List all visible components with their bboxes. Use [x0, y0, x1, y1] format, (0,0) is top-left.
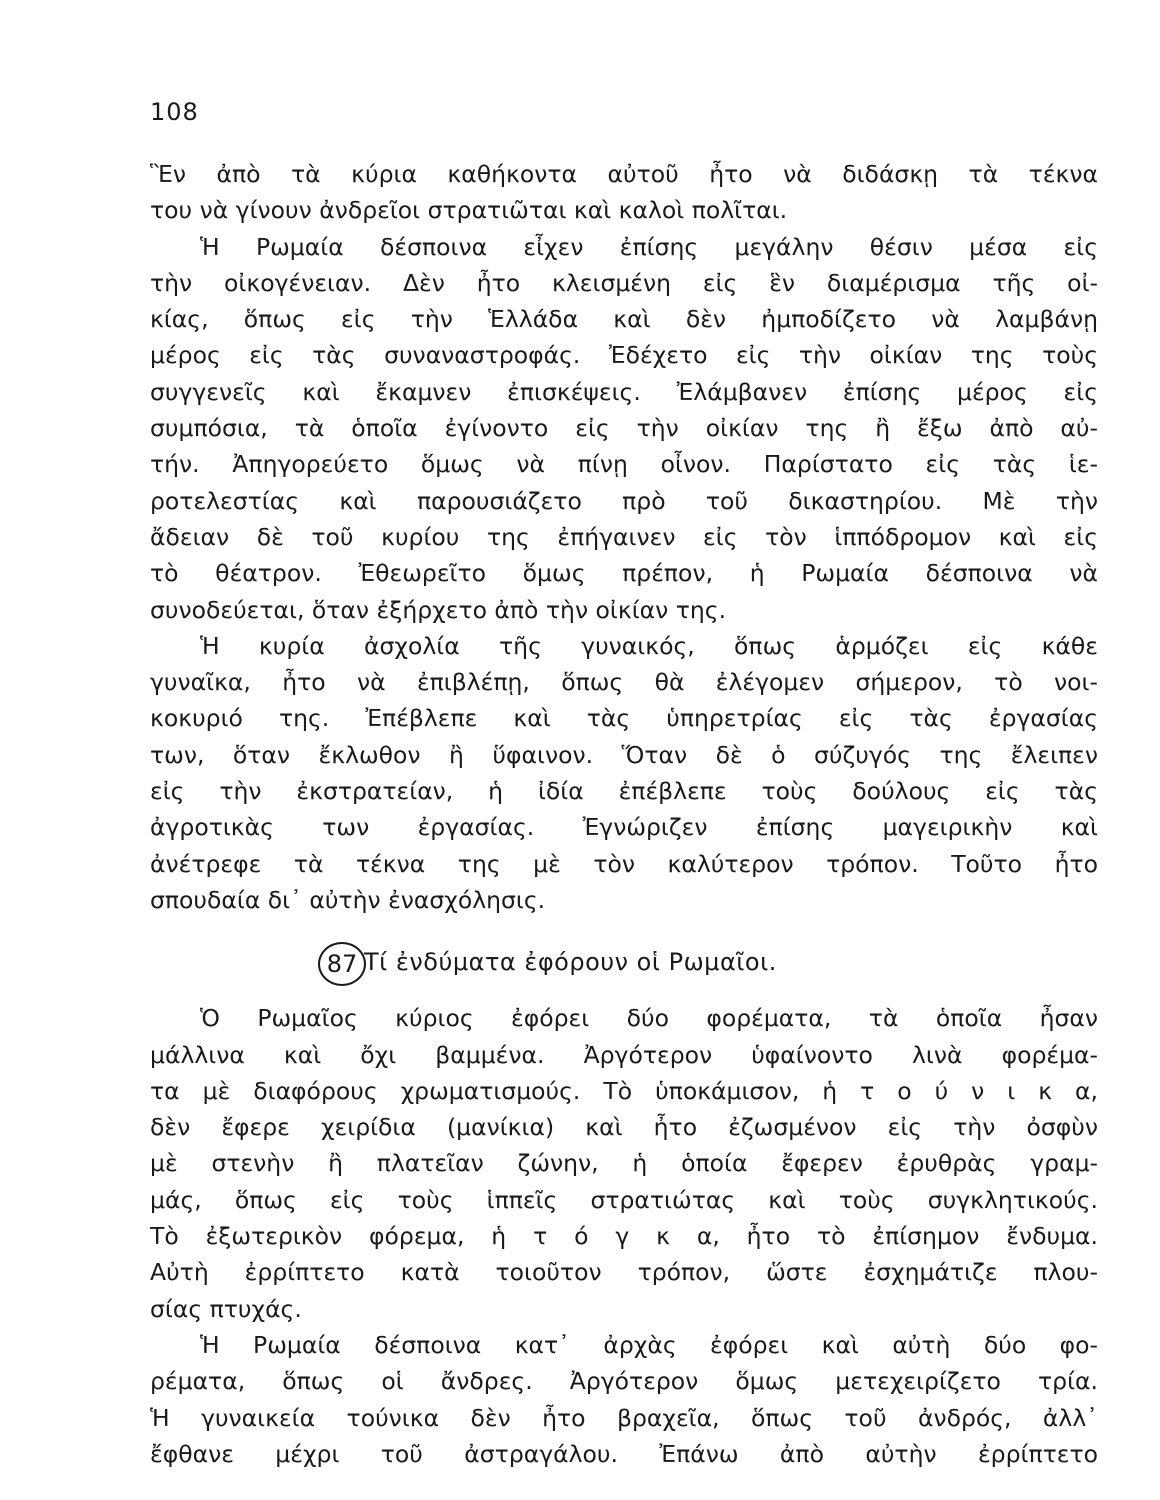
- body-text: [150, 156, 1098, 1472]
- section-heading: [150, 934, 1098, 994]
- text-line: συνοδεύεται, ὅταν ἐξήρχετο ἀπὸ τὴν οἰκίαν της.: [150, 595, 727, 624]
- text-line: Ἡ γυναικεία τούνικα δὲν ἦτο βραχεῖα, ὅπως τοῦ ἀνδρός, ἀλλ᾽: [150, 1403, 1098, 1432]
- text-section-after: [150, 1000, 1098, 1472]
- text-line: εἰς τὴν ἐκστρατείαν, ἡ ἰδία ἐπέβλεπε τοὺς δούλους εἰς τὰς: [150, 777, 1098, 806]
- text-line: σπουδαία δι᾽ αὐτὴν ἐνασχόλησις.: [150, 885, 546, 914]
- text-line: συμπόσια, τὰ ὁποῖα ἐγίνοντο εἰς τὴν οἰκίαν της ἢ ἔξω ἀπὸ αὐ-: [150, 414, 1098, 443]
- text-line: ἀγροτικὰς των ἐργασίας. Ἐγνώριζεν ἐπίσης μαγειρικὴν καὶ: [150, 813, 1098, 842]
- text-line: τὴν οἰκογένειαν. Δὲν ἦτο κλεισμένη εἰς ἓν διαμέρισμα τῆς οἰ-: [150, 268, 1098, 297]
- text-line: Ὁ Ρωμαῖος κύριος ἐφόρει δύο φορέματα, τὰ ὁποῖα ἦσαν: [200, 1004, 1098, 1033]
- text-line: των, ὅταν ἔκλωθον ἢ ὕφαινον. Ὅταν δὲ ὁ σύζυγός της ἔλειπεν: [150, 740, 1098, 769]
- text-line: τα μὲ διαφόρους χρωματισμούς. Τὸ ὑποκάμισον, ἡ τ ο ύ ν ι κ α,: [150, 1076, 1098, 1105]
- text-line: ροτελεστίας καὶ παρουσιάζετο πρὸ τοῦ δικαστηρίου. Μὲ τὴν: [150, 486, 1098, 515]
- text-line: ρέματα, ὅπως οἱ ἄνδρες. Ἀργότερον ὅμως μετεχειρίζετο τρία.: [150, 1367, 1098, 1396]
- text-line: μὲ στενὴν ἢ πλατεῖαν ζώνην, ἡ ὁποία ἔφερεν ἐρυθρὰς γραμ-: [150, 1149, 1098, 1178]
- text-line: δὲν ἔφερε χειρίδια (μανίκια) καὶ ἦτο ἐζωσμένον εἰς τὴν ὀσφὺν: [150, 1113, 1098, 1142]
- text-line: Τὸ ἐξωτερικὸν φόρεμα, ἡ τ ό γ κ α, ἦτο τὸ ἐπίσημον ἔνδυμα.: [150, 1222, 1098, 1251]
- text-line: μάς, ὅπως εἰς τοὺς ἱππεῖς στρατιώτας καὶ τοὺς συγκλητικούς.: [150, 1185, 1098, 1214]
- text-line: ἄδειαν δὲ τοῦ κυρίου της ἐπήγαινεν εἰς τὸν ἱππόδρομον καὶ εἰς: [150, 522, 1098, 551]
- text-line: Ἡ κυρία ἀσχολία τῆς γυναικός, ὅπως ἁρμόζει εἰς κάθε: [200, 631, 1098, 660]
- section-number-circled: 87: [318, 942, 366, 986]
- text-line: κίας, ὅπως εἰς τὴν Ἑλλάδα καὶ δὲν ἠμποδίζετο νὰ λαμβάνῃ: [150, 305, 1098, 334]
- page-number: 108: [150, 98, 199, 126]
- text-line: τὸ θέατρον. Ἐθεωρεῖτο ὅμως πρέπον, ἡ Ρωμαία δέσποινα νὰ: [150, 559, 1098, 588]
- text-section-before: [150, 156, 1098, 918]
- text-line: του νὰ γίνουν ἀνδρεῖοι στρατιῶται καὶ καλοὶ πολῖται.: [150, 196, 788, 225]
- text-line: Ἡ Ρωμαία δέσποινα κατ᾽ ἀρχὰς ἐφόρει καὶ αὐτὴ δύο φο-: [200, 1330, 1098, 1359]
- text-line: μέρος εἰς τὰς συναναστροφάς. Ἐδέχετο εἰς τὴν οἰκίαν της τοὺς: [150, 341, 1098, 370]
- text-line: γυναῖκα, ἦτο νὰ ἐπιβλέπῃ, ὅπως θὰ ἐλέγομεν σήμερον, τὸ νοι-: [150, 668, 1098, 697]
- text-line: συγγενεῖς καὶ ἔκαμνεν ἐπισκέψεις. Ἐλάμβανεν ἐπίσης μέρος εἰς: [150, 377, 1098, 406]
- text-line: Αὐτὴ ἐρρίπτετο κατὰ τοιοῦτον τρόπον, ὥστε ἐσχημάτιζε πλου-: [150, 1258, 1098, 1287]
- text-line: μάλλινα καὶ ὄχι βαμμένα. Ἀργότερον ὑφαίνοντο λινὰ φορέμα-: [150, 1040, 1098, 1069]
- text-line: τήν. Ἀπηγορεύετο ὅμως νὰ πίνῃ οἶνον. Παρίστατο εἰς τὰς ἱε-: [150, 450, 1098, 479]
- text-line: σίας πτυχάς.: [150, 1294, 302, 1323]
- text-line: ἔφθανε μέχρι τοῦ ἀστραγάλου. Ἐπάνω ἀπὸ αὐτὴν ἐρρίπτετο: [150, 1439, 1098, 1468]
- section-title: Τί ἐνδύματα ἐφόρουν οἱ Ρωμαῖοι.: [364, 948, 777, 977]
- text-line: Ἡ Ρωμαία δέσποινα εἶχεν ἐπίσης μεγάλην θέσιν μέσα εἰς: [200, 232, 1098, 261]
- text-line: ἀνέτρεφε τὰ τέκνα της μὲ τὸν καλύτερον τρόπον. Τοῦτο ἦτο: [150, 849, 1098, 878]
- text-line: Ἓν ἀπὸ τὰ κύρια καθήκοντα αὐτοῦ ἦτο νὰ διδάσκῃ τὰ τέκνα: [150, 160, 1098, 188]
- text-line: κοκυριό της. Ἐπέβλεπε καὶ τὰς ὑπηρετρίας εἰς τὰς ἐργασίας: [150, 704, 1098, 733]
